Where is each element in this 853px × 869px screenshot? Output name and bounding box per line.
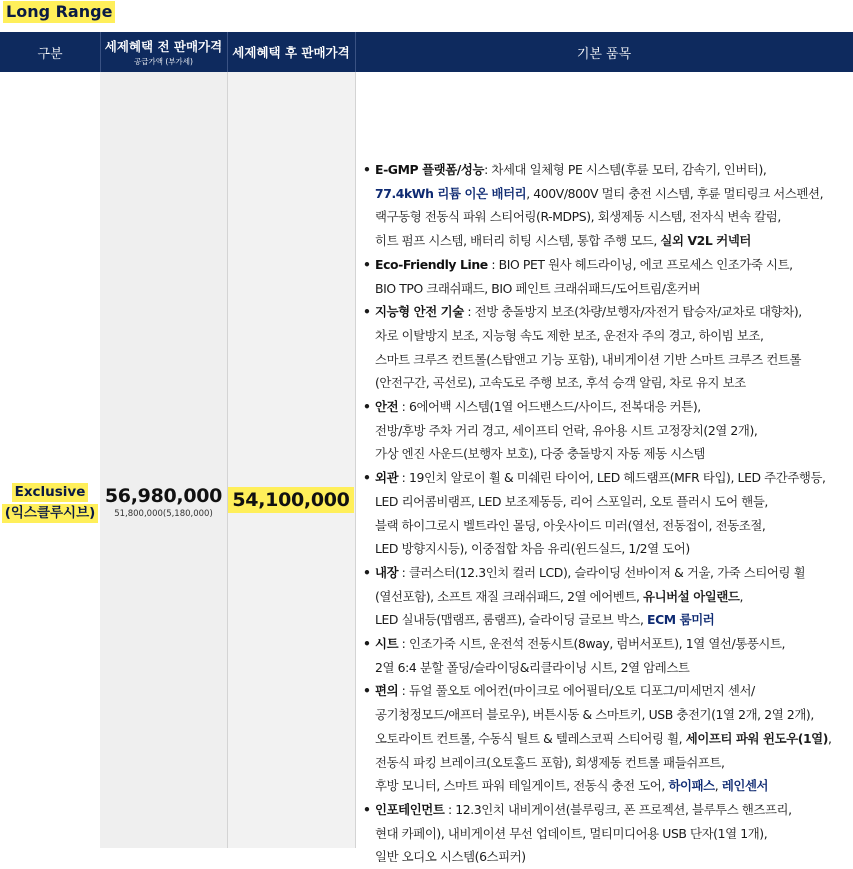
feature-highlight: 하이패스 (668, 778, 715, 794)
feature-line (375, 466, 852, 490)
feature-line (375, 751, 852, 775)
feature-text: : 12.3인치 내비게이션(블루링크, 폰 프로젝션, 블루투스 핸즈프리, (444, 801, 792, 817)
trim-name-en: Exclusive (12, 483, 89, 502)
feature-line (375, 253, 852, 277)
feature-item (362, 561, 852, 632)
feature-text: 전방/후방 주차 거리 경고, 세이프티 언락, 유아용 시트 고정장치(2열 2개), (375, 422, 758, 438)
feature-line (375, 822, 852, 846)
feature-text: 공기청정모드/애프터 블로우), 버튼시동 & 스마트키, USB 충전기(1열 2개, 2열 2개), (375, 707, 814, 723)
header-basic-items: 기본 품목 (576, 46, 632, 62)
header-price-before (100, 32, 227, 72)
feature-line (375, 727, 852, 751)
feature-text: LED 실내등(맵램프, 룸램프), 슬라이딩 글로브 박스, (375, 612, 648, 628)
feature-label: 편의 (375, 683, 399, 699)
feature-text: 블랙 하이그로시 벨트라인 몰딩, 아웃사이드 미러(열선, 전동접이, 전동조절, (375, 517, 766, 533)
feature-text: : 6에어백 시스템(1열 어드밴스드/사이드, 전복대응 커튼), (398, 399, 701, 415)
table-header (0, 32, 853, 72)
feature-text: (열선포함), 소프트 재질 크래쉬패드, 2열 에어벤트, (375, 588, 644, 604)
feature-line (375, 561, 852, 585)
feature-line (375, 395, 852, 419)
feature-item (362, 632, 852, 679)
feature-line (375, 845, 852, 869)
feature-text: : BIO PET 원사 헤드라이닝, 에코 프로세스 인조가죽 시트, (487, 256, 793, 272)
feature-text: : 클러스터(12.3인치 컬러 LCD), 슬라이딩 선바이저 & 거울, 가죽 스티어링 휠 (398, 564, 806, 580)
feature-highlight: ECM 룸미러 (647, 612, 715, 628)
price-before-column (100, 72, 227, 848)
header-price-before-label: 세제혜택 전 판매가격 (104, 39, 223, 54)
feature-line (375, 656, 852, 680)
feature-line (375, 205, 852, 229)
feature-text: 후방 모니터, 스마트 파워 테일게이트, 전동식 충전 도어, (375, 778, 669, 794)
price-before-value: 56,980,000 (104, 485, 223, 507)
range-title: Long Range (3, 1, 115, 23)
feature-item (362, 300, 852, 395)
feature-text: 가상 엔진 사운드(보행자 보호), 다중 충돌방지 자동 제동 시스템 (375, 446, 705, 462)
feature-line (375, 324, 852, 348)
feature-line (375, 490, 852, 514)
feature-highlight: 세이프티 파워 윈도우(1열) (685, 730, 829, 746)
feature-line (375, 371, 852, 395)
feature-text: 전동식 파킹 브레이크(오토홀드 포함), 회생제동 컨트롤 패들쉬프트, (375, 754, 725, 770)
feature-text: LED 리어콤비램프, LED 보조제동등, 리어 스포일러, 오토 플러시 도어 핸들, (375, 493, 768, 509)
trim-name-kr: (익스클루시브) (2, 504, 99, 523)
feature-text: : 인조가죽 시트, 운전석 전동시트(8way, 럼버서포트), 1열 열선/통풍시트, (398, 636, 786, 652)
feature-text: (안전구간, 곡선로), 고속도로 주행 보조, 후석 승객 알림, 차로 유지 보조 (375, 375, 746, 391)
feature-line (375, 277, 852, 301)
feature-item (362, 798, 852, 869)
feature-highlight: 실외 V2L 커넥터 (660, 233, 752, 249)
feature-label: 지능형 안전 기술 (375, 304, 464, 320)
feature-text: BIO TPO 크래쉬패드, BIO 페인트 크래쉬패드/도어트림/혼커버 (375, 280, 701, 296)
feature-highlight: 77.4kWh 리튬 이온 배터리 (375, 185, 527, 201)
feature-label: E-GMP 플랫폼/성능 (375, 162, 485, 177)
feature-text: 오토라이트 컨트롤, 수동식 틸트 & 텔레스코픽 스티어링 휠, (375, 730, 686, 746)
feature-line (375, 608, 852, 632)
feature-text: : 듀얼 풀오토 에어컨(마이크로 에어필터/오토 디포그/미세먼지 센서/ (398, 683, 755, 699)
feature-line (375, 537, 852, 561)
feature-text: LED 방향지시등), 이중접합 차음 유리(윈드실드, 1/2열 도어) (375, 541, 690, 557)
feature-text: , 400V/800V 멀티 충전 시스템, 후륜 멀티링크 서스펜션, (526, 185, 824, 201)
feature-list (362, 158, 852, 869)
feature-line (375, 348, 852, 372)
price-before-detail: 51,800,000(5,180,000) (114, 509, 213, 519)
feature-text: 랙구동형 전동식 파워 스티어링(R-MDPS), 회생제동 시스템, 전자식 변속 칼럼, (375, 209, 781, 225)
feature-label: 안전 (375, 399, 399, 415)
feature-line (375, 419, 852, 443)
feature-highlight: 유니버설 아일랜드 (643, 588, 740, 604)
column-divider (227, 72, 228, 848)
feature-item (362, 158, 852, 253)
header-price-after: 세제혜택 후 판매가격 (232, 45, 350, 60)
feature-item (362, 395, 852, 466)
feature-text: : 전방 충돌방지 보조(차량/보행자/자전거 탑승자/교차로 대향차), (463, 304, 802, 320)
feature-text: 차로 이탈방지 보조, 지능형 속도 제한 보조, 운전자 주의 경고, 하이빔 보조, (375, 327, 764, 343)
feature-line (375, 679, 852, 703)
price-after-value: 54,100,000 (228, 487, 353, 513)
feature-item (362, 679, 852, 798)
column-divider (355, 72, 356, 848)
header-price-before-sublabel: 공급가액 (부가세) (134, 57, 193, 66)
feature-line (375, 632, 852, 656)
feature-text: , (828, 730, 832, 746)
feature-text: 현대 카페이), 내비게이션 무선 업데이트, 멀티미디어용 USB 단자(1열 1개), (375, 825, 768, 841)
feature-text: : 19인치 알로이 휠 & 미쉐린 타이어, LED 헤드램프(MFR 타입), LED 주간주행등, (398, 470, 826, 486)
header-category: 구분 (37, 46, 63, 62)
feature-line (375, 703, 852, 727)
feature-item (362, 466, 852, 561)
price-after-column (227, 72, 355, 848)
price-before-tax-benefit (100, 485, 227, 519)
feature-text: , (739, 588, 744, 604)
feature-text: 2열 6:4 분할 폴딩/슬라이딩&리클라이닝 시트, 2열 암레스트 (375, 659, 690, 675)
feature-label: 시트 (375, 636, 399, 652)
feature-line (375, 300, 852, 324)
feature-label: 인포테인먼트 (375, 801, 445, 817)
price-after-tax-benefit (227, 487, 355, 513)
feature-highlight: 레인센서 (721, 778, 769, 794)
feature-line (375, 774, 852, 798)
feature-label: 외관 (375, 470, 399, 486)
feature-line (375, 182, 852, 206)
feature-label: 내장 (375, 564, 399, 580)
feature-text: 일반 오디오 시스템(6스피커) (375, 849, 526, 865)
feature-line (375, 514, 852, 538)
feature-text: , (714, 778, 722, 794)
feature-text: 히트 펌프 시스템, 배터리 히팅 시스템, 통합 주행 모드, (375, 233, 661, 249)
feature-line (375, 442, 852, 466)
feature-item (362, 253, 852, 300)
feature-label: Eco-Friendly Line (375, 256, 488, 272)
feature-line (375, 158, 852, 182)
feature-text: : 차세대 일체형 PE 시스템(후륜 모터, 감속기, 인버터), (484, 162, 767, 177)
feature-line (375, 585, 852, 609)
feature-line (375, 798, 852, 822)
feature-line (375, 229, 852, 253)
trim-name (0, 481, 100, 523)
feature-text: 스마트 크루즈 컨트롤(스탑앤고 기능 포함), 내비게이션 기반 스마트 크루즈 컨트롤 (375, 351, 802, 367)
